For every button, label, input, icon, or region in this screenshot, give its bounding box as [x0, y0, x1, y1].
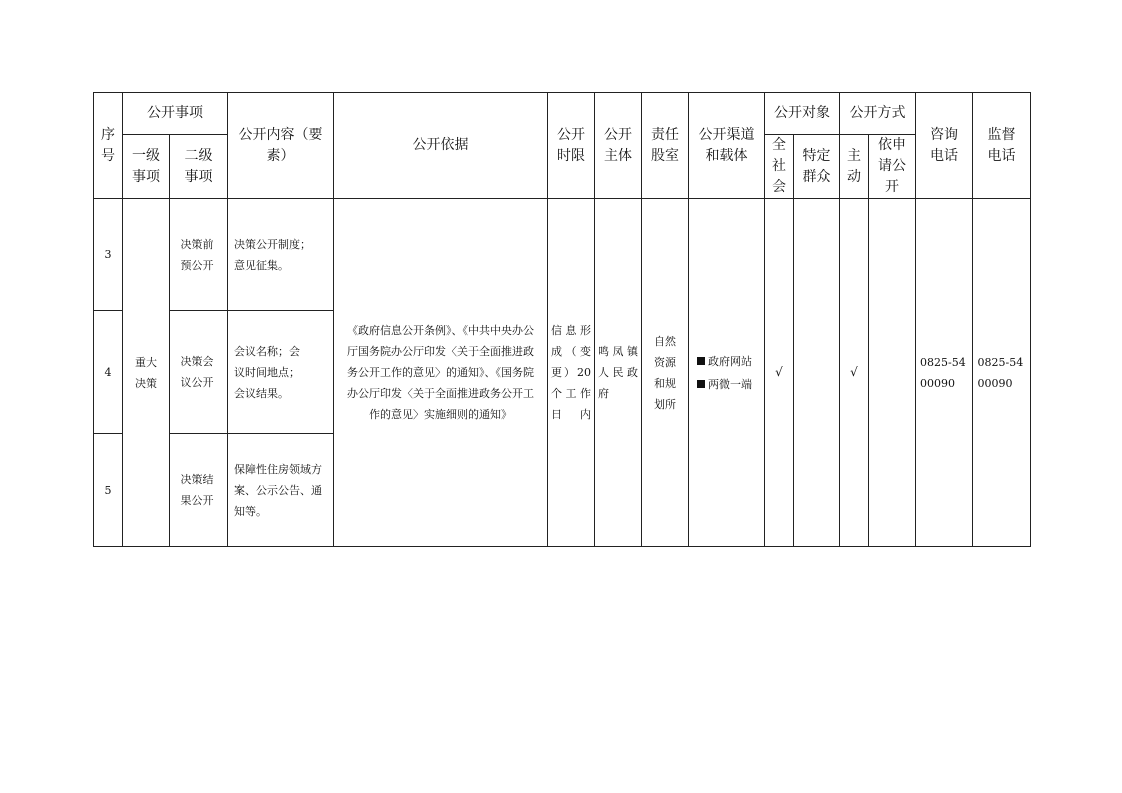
- channel-cell: [689, 199, 765, 547]
- header-level1: 一级事项: [123, 135, 170, 199]
- target-specific-cell: [794, 199, 840, 547]
- row-content: 决策公开制度；意见征集。: [228, 199, 334, 311]
- square-bullet-icon: [697, 357, 705, 365]
- row-level2: 决策结果公开: [170, 434, 228, 547]
- header-seq: 序号: [94, 93, 123, 199]
- disclosure-table: [93, 92, 1031, 547]
- basis-cell: 《政府信息公开条例》、《中共中央办公厅国务院办公厅印发〈关于全面推进政务公开工作的意见〉的通知》、《国务院办公厅印发〈关于全面推进政务公开工作的意见〉实施细则的通知》: [334, 199, 548, 547]
- channel-item: 政府网站: [689, 351, 764, 372]
- subject-cell: 鸣凤镇人民政府: [595, 199, 642, 547]
- header-period: 公开时限: [548, 93, 595, 199]
- header-channel: 公开渠道和载体: [689, 93, 765, 199]
- table-row: [94, 199, 1031, 311]
- header-method-apply: 依申请公开: [869, 135, 916, 199]
- square-bullet-icon: [697, 380, 705, 388]
- row-seq: 3: [94, 199, 123, 311]
- header-row-1: [94, 93, 1031, 135]
- header-supervise: 监督电话: [973, 93, 1031, 199]
- supervise-phone: 0825-5400090: [973, 199, 1031, 547]
- header-subject: 公开主体: [595, 93, 642, 199]
- target-all-check: √: [765, 199, 794, 547]
- header-level2: 二级事项: [170, 135, 228, 199]
- consult-phone: 0825-5400090: [916, 199, 973, 547]
- level1-cell: 重大决策: [123, 199, 170, 547]
- row-level2: 决策会议公开: [170, 311, 228, 434]
- row-seq: 4: [94, 311, 123, 434]
- method-apply-cell: [869, 199, 916, 547]
- office-cell: 自然资源和规划所: [642, 199, 689, 547]
- header-method-group: 公开方式: [840, 93, 916, 135]
- header-consult: 咨询电话: [916, 93, 973, 199]
- row-level2: 决策前预公开: [170, 199, 228, 311]
- row-content: 保障性住房领域方案、公示公告、通知等。: [228, 434, 334, 547]
- header-target-group: 公开对象: [765, 93, 840, 135]
- method-active-check: √: [840, 199, 869, 547]
- channel-item: 两微一端: [689, 374, 764, 395]
- header-method-active: 主动: [840, 135, 869, 199]
- row-seq: 5: [94, 434, 123, 547]
- header-items-group: 公开事项: [123, 93, 228, 135]
- period-cell: 信息形成（变更）20个工作日内: [548, 199, 595, 547]
- header-office: 责任股室: [642, 93, 689, 199]
- header-content: 公开内容（要素）: [228, 93, 334, 199]
- header-basis: 公开依据: [334, 93, 548, 199]
- header-target-all: 全社会: [765, 135, 794, 199]
- row-content: 会议名称；会议时间地点；会议结果。: [228, 311, 334, 434]
- header-target-specific: 特定群众: [794, 135, 840, 199]
